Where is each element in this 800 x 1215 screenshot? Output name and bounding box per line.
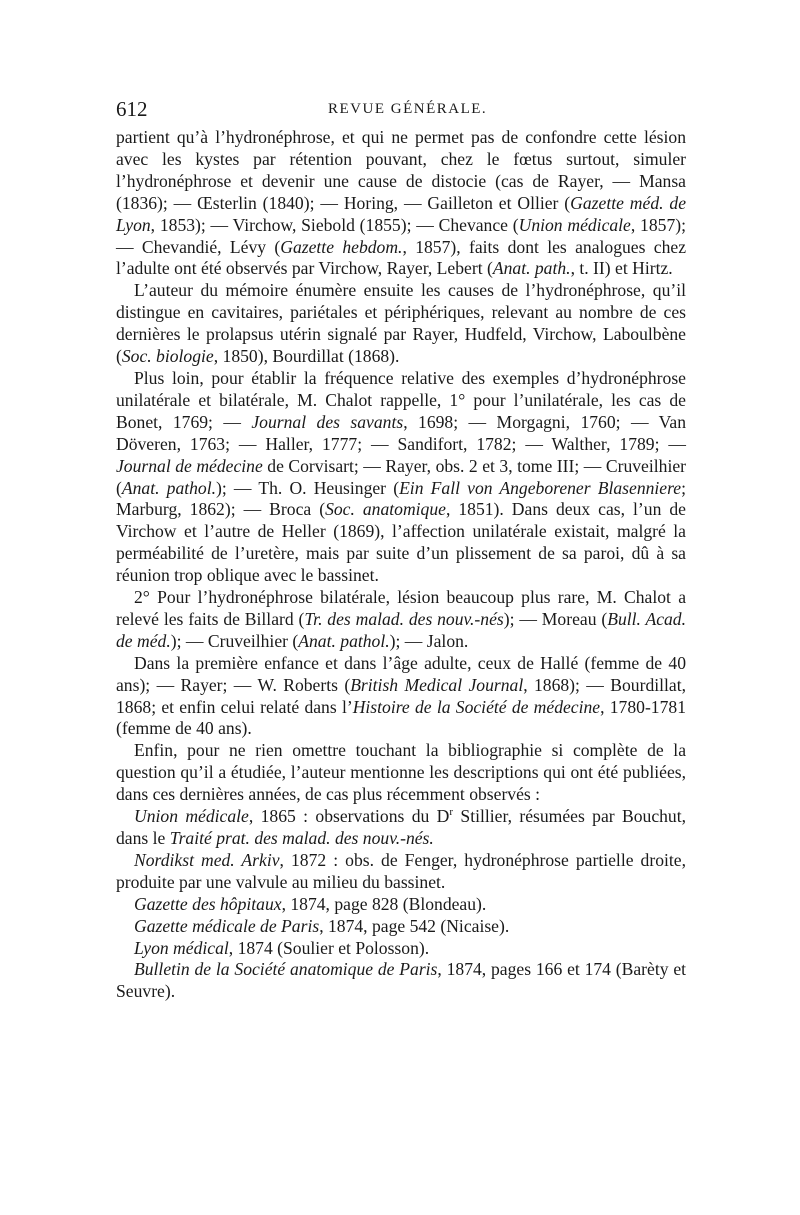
page-header bbox=[116, 97, 686, 127]
running-title: REVUE GÉNÉRALE. bbox=[328, 101, 488, 117]
text-run: L’auteur du mémoire énumère ensuite les causes de l’hydronéphrose, qu’il distingue en cavitaires, pariétales et périphériques, relevant au nombre de ces dernières le prolapsus utérin signalé par Rayer, Hudfeld, Virchow, Laboulbène ( bbox=[116, 280, 686, 367]
article-body bbox=[116, 127, 686, 1003]
citation-title: British Medical Journal bbox=[350, 674, 524, 695]
text-run: , 1857), faits dont les analogues chez l’adulte ont été observés par Virchow, Rayer, Lebert ( bbox=[116, 236, 687, 279]
reference-text: , 1865 : observations du D bbox=[248, 806, 450, 827]
reference-1 bbox=[116, 806, 686, 850]
reference-text: Stillier, résumées par Bouchut, dans le bbox=[116, 806, 687, 848]
paragraph-4 bbox=[116, 587, 686, 653]
citation-title: Soc. anatomique bbox=[325, 499, 446, 520]
text-run: , 1698; — Morgagni, 1760; — Van Döveren, 1763; — Haller, 1777; — Sandifort, 1782; — Walther, 1789; — bbox=[116, 411, 687, 454]
reference-4 bbox=[116, 916, 686, 938]
text-run: partient qu’à l’hydronéphrose, et qui ne permet pas de confondre cette lésion avec les kystes par rétention pouvant, chez le fœtus surtout, simuler l’hydronéphrose et devenir une cause de distocie (cas de Rayer, — Mansa (1836); — Œsterlin (1840); — Horing, — Gailleton et Ollier ( bbox=[116, 127, 686, 213]
text-run: , t. II) et Hirtz. bbox=[570, 258, 673, 279]
reference-book: Traité prat. des malad. des nouv.-nés. bbox=[169, 828, 434, 848]
text-run: , 1851). Dans deux cas, l’un de Virchow et l’autre de Heller (1869), l’affection unilatérale existait, malgré la perméabilité de l’uretère, mais par suite d’un plissement de sa paroi, dû à sa réunion trop oblique avec le bassinet. bbox=[116, 499, 686, 586]
paragraph-1 bbox=[116, 127, 686, 280]
reference-text: , 1874, pages 166 et 174 (Barèty et Seuvre). bbox=[116, 959, 687, 1002]
citation-title: Journal de médecine bbox=[116, 455, 263, 476]
citation-title: Journal des savants bbox=[251, 411, 404, 432]
page-number: 612 bbox=[116, 97, 148, 121]
citation-title: Ein Fall von Angeborener Blasenniere bbox=[399, 477, 682, 498]
text-run: 2° Pour l’hydronéphrose bilatérale, lésion beaucoup plus rare, M. Chalot a relevé les faits de Billard ( bbox=[116, 587, 686, 629]
reference-text: , 1874, page 828 (Blondeau). bbox=[281, 893, 487, 914]
text-run: , 1850), Bourdillat (1868). bbox=[213, 346, 400, 367]
citation-title: Soc. biologie bbox=[121, 346, 214, 367]
text-run: ); — Jalon. bbox=[389, 630, 469, 651]
reference-journal: Gazette des hôpitaux bbox=[134, 893, 282, 914]
text-run: de Corvisart; — Rayer, obs. 2 et 3, tome III; — Cruveilhier ( bbox=[116, 455, 686, 498]
reference-text: , 1872 : obs. de Fenger, hydronéphrose partielle droite, produite par une valvule au milieu du bassinet. bbox=[116, 849, 686, 892]
text-run: ); — Th. O. Heusinger ( bbox=[216, 477, 400, 498]
text-run: , 1853); — Virchow, Siebold (1855); — Chevance ( bbox=[150, 214, 519, 235]
text-run: , 1780-1781 (femme de 40 ans). bbox=[116, 696, 686, 739]
reference-3 bbox=[116, 894, 686, 916]
reference-sup: r bbox=[449, 806, 454, 819]
paragraph-5 bbox=[116, 653, 686, 741]
citation-title: Anat. pathol. bbox=[298, 630, 390, 651]
text-run: , 1857); — Chevandié, Lévy ( bbox=[116, 214, 686, 257]
text-run: ; Marburg, 1862); — Broca ( bbox=[116, 477, 687, 520]
reference-journal: Gazette médicale de Paris bbox=[134, 915, 320, 936]
reference-journal: Bulletin de la Société anatomique de Paris bbox=[134, 959, 438, 980]
reference-text: , 1874, page 542 (Nicaise). bbox=[319, 915, 510, 936]
citation-title: Histoire de la Société de médecine bbox=[352, 696, 601, 717]
citation-title: Union médicale bbox=[518, 214, 631, 235]
text-run: ); — Cruveilhier ( bbox=[170, 630, 299, 651]
reference-6 bbox=[116, 959, 686, 1003]
reference-2 bbox=[116, 850, 686, 894]
citation-title: Gazette méd. de Lyon bbox=[116, 192, 687, 235]
reference-journal: Lyon médical bbox=[134, 937, 229, 958]
reference-5 bbox=[116, 938, 686, 960]
citation-title: Gazette hebdom. bbox=[280, 236, 403, 257]
text-run: Plus loin, pour établir la fréquence relative des exemples d’hydronéphrose unilatérale et bilatérale, M. Chalot rappelle, 1° pour l’unilatérale, les cas de Bonet, 1769; — bbox=[116, 367, 686, 432]
reference-text: , 1874 (Soulier et Polosson). bbox=[228, 937, 430, 958]
citation-title: Tr. des malad. des nouv.-nés bbox=[304, 608, 504, 629]
text-run: , 1868); — Bourdillat, 1868; et enfin celui relaté dans l’ bbox=[116, 674, 687, 717]
citation-title: Anat. pathol. bbox=[121, 477, 217, 498]
text-run: ); — Moreau ( bbox=[503, 608, 608, 629]
text-run: Dans la première enfance et dans l’âge adulte, ceux de Hallé (femme de 40 ans); — Rayer; — W. Roberts ( bbox=[116, 652, 686, 695]
paragraph-2 bbox=[116, 280, 686, 368]
text-run: Enfin, pour ne rien omettre touchant la bibliographie si complète de la question qu’il a étudiée, l’auteur mentionne les descriptions qui ont été publiées, dans ces dernières années, de cas plus récemment observés : bbox=[116, 740, 686, 805]
paragraph-6 bbox=[116, 740, 686, 806]
paragraph-3 bbox=[116, 368, 686, 587]
citation-title: Anat. path. bbox=[492, 258, 571, 279]
reference-journal: Nordikst med. Arkiv bbox=[134, 849, 280, 870]
citation-title: Bull. Acad. de méd. bbox=[116, 608, 686, 651]
reference-journal: Union médicale bbox=[134, 806, 249, 827]
